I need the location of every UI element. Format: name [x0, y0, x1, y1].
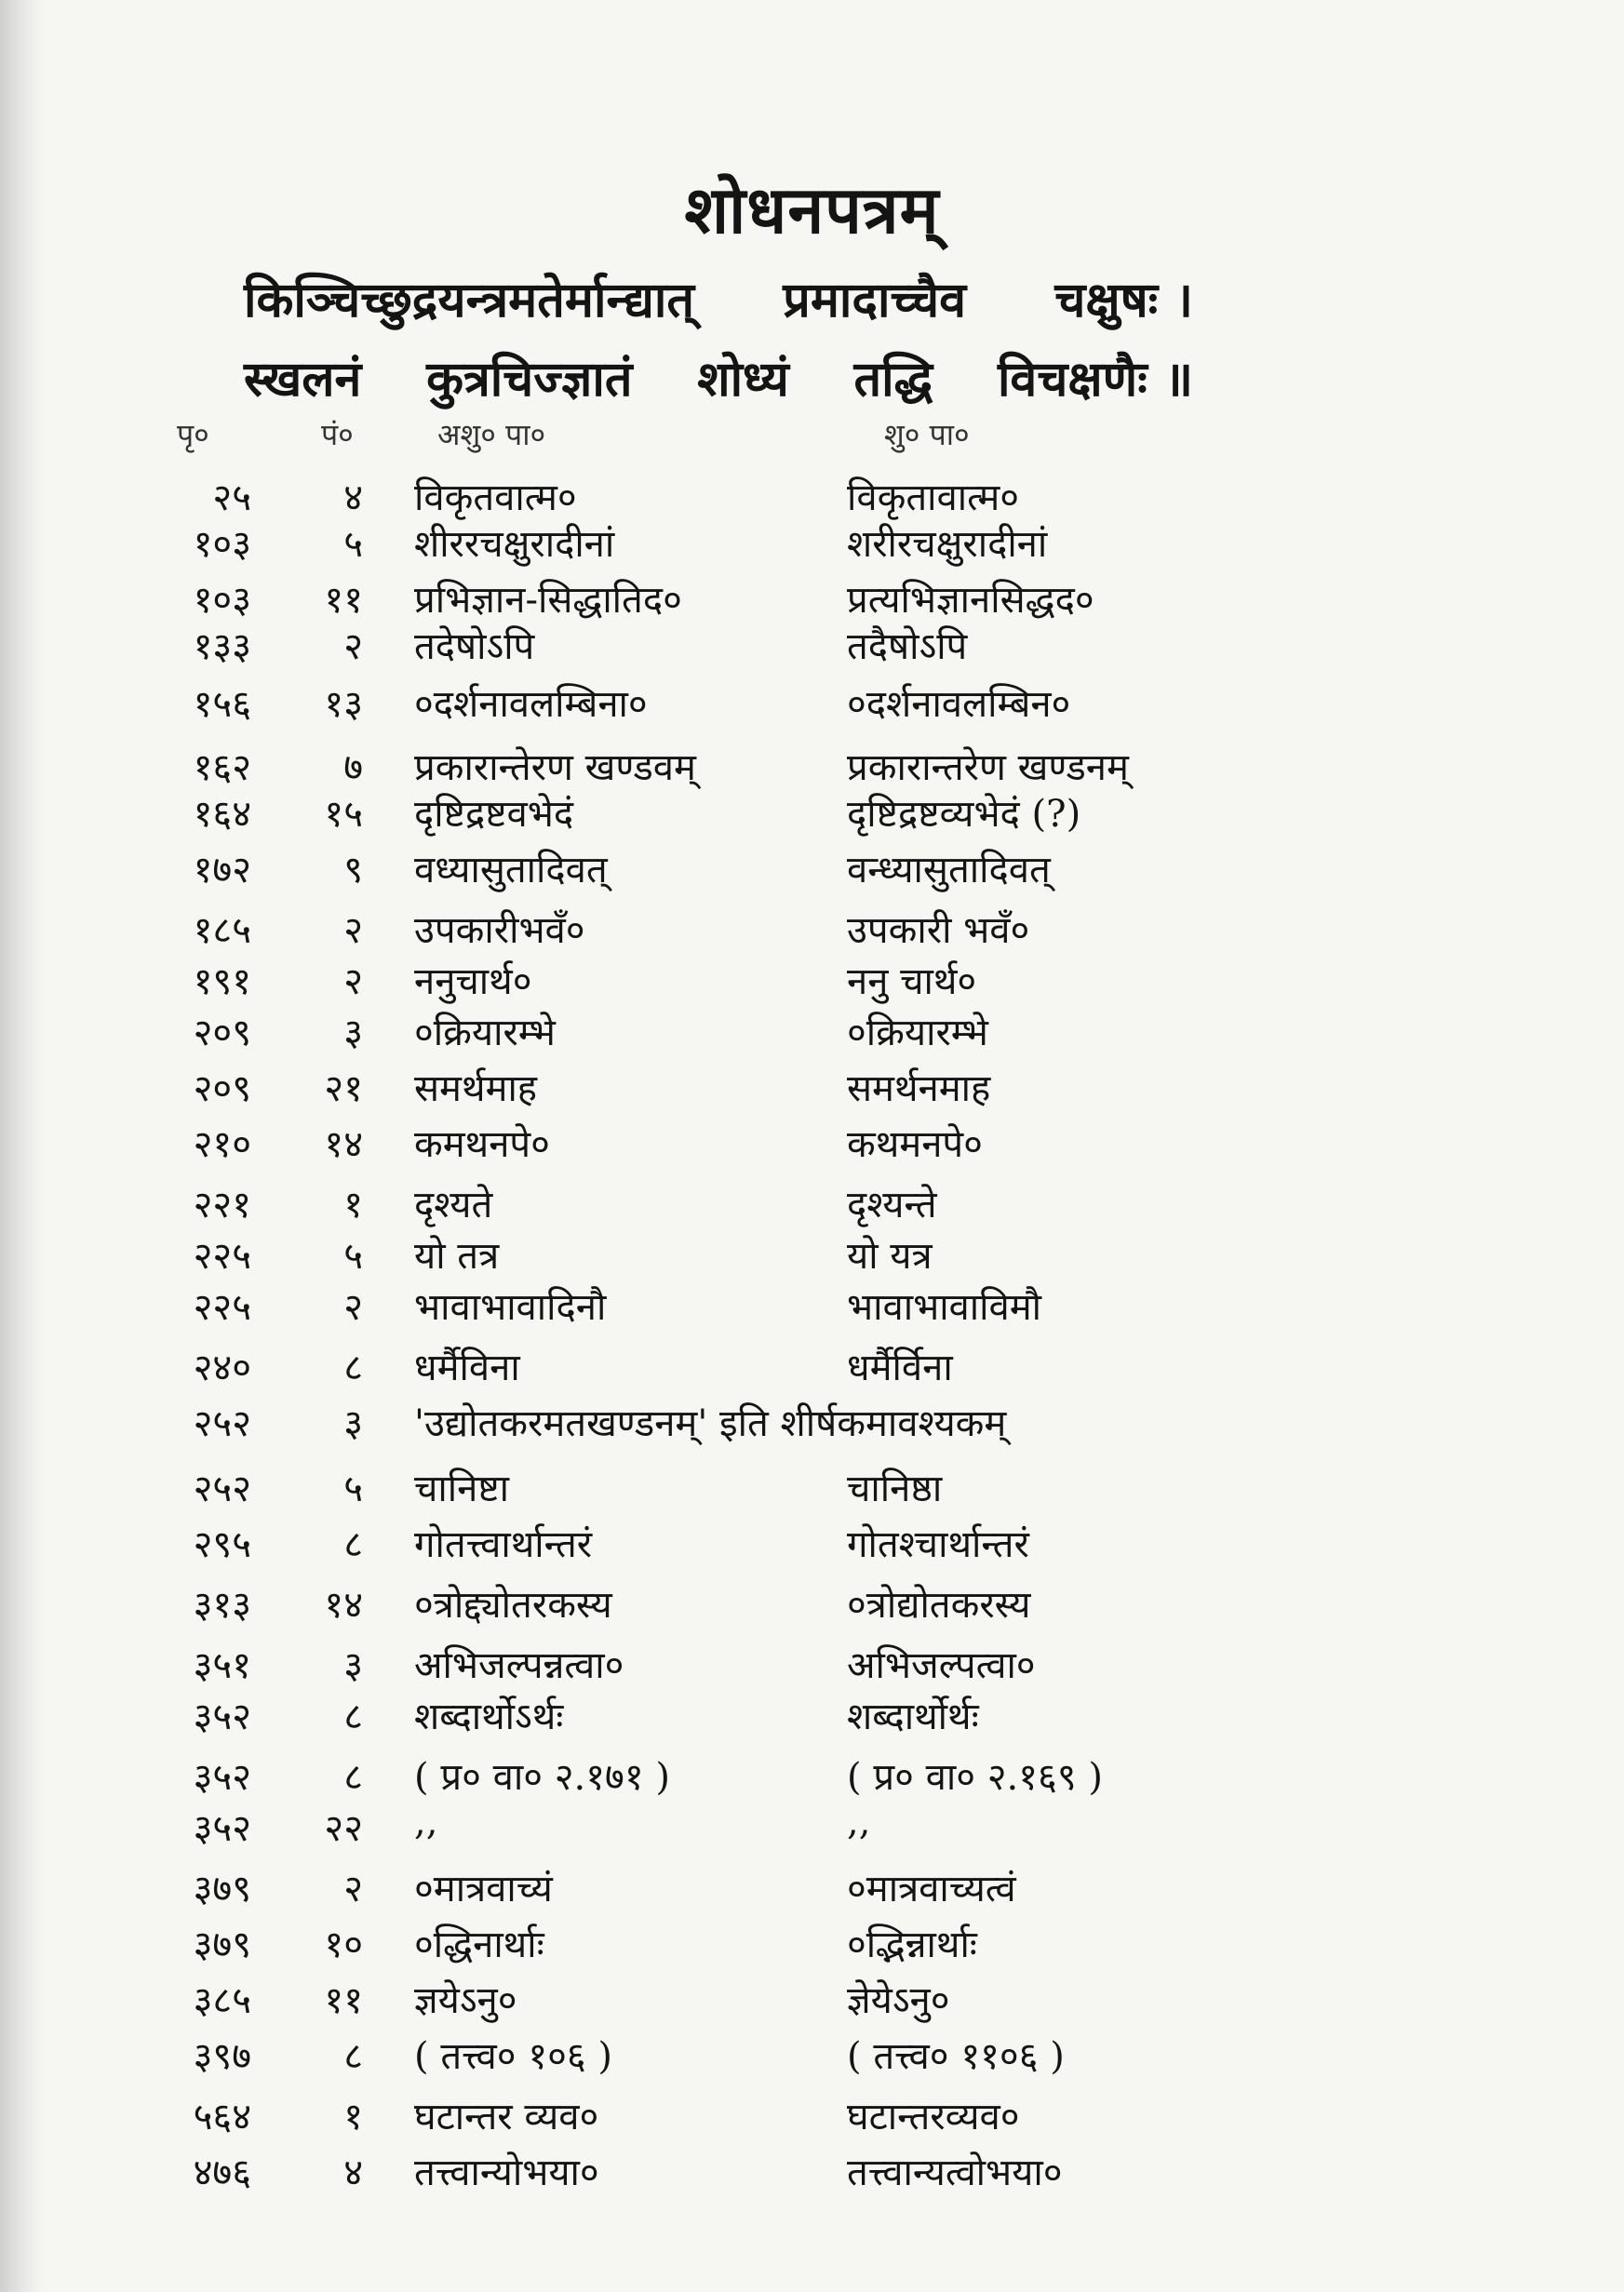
verse-word: विचक्षणैः ॥	[997, 351, 1193, 408]
errata-line-number: १४	[324, 1123, 363, 1166]
errata-incorrect-reading: तत्त्वान्योभया०	[414, 2151, 599, 2194]
errata-page-number: २४०	[193, 1347, 251, 1389]
errata-line-number: ८	[343, 1347, 363, 1389]
errata-page-number: २१०	[193, 1123, 251, 1166]
errata-row	[0, 1689, 1624, 1737]
verse-word: किञ्चिच्छुद्रयन्त्रमतेर्मान्द्यात्	[244, 272, 694, 328]
errata-page-number: ३९७	[193, 2035, 251, 2078]
errata-row	[0, 842, 1624, 891]
errata-row	[0, 1396, 1624, 1444]
errata-page-number: ३५१	[193, 1644, 251, 1687]
errata-incorrect-reading: प्रभिज्ञान-सिद्धातिद०	[414, 579, 682, 622]
errata-row	[0, 619, 1624, 667]
errata-correct-reading: घटान्तरव्यव०	[847, 2096, 1020, 2138]
errata-page-number: ३७९	[193, 1868, 251, 1910]
errata-line-number: ८	[343, 2035, 363, 2078]
errata-line-number: ८	[343, 1756, 363, 1799]
errata-row	[0, 516, 1624, 565]
errata-incorrect-reading: अभिजल्पन्नत्वा०	[414, 1644, 624, 1687]
errata-row	[0, 1801, 1624, 1849]
errata-correct-reading: चानिष्ठा	[847, 1468, 943, 1510]
errata-incorrect-reading: उपकारीभवँ०	[414, 909, 585, 952]
verse-word: तद्धि	[853, 351, 933, 408]
errata-correct-reading: ०मात्रवाच्यत्वं	[847, 1868, 1016, 1910]
errata-line-number: ११	[324, 579, 363, 622]
errata-row	[0, 1861, 1624, 1910]
errata-incorrect-reading: धर्मैविना	[414, 1347, 520, 1389]
errata-page-number: ३८५	[193, 1979, 251, 2022]
errata-row	[0, 740, 1624, 788]
errata-line-number: ५	[343, 523, 363, 566]
errata-line-number: २२	[324, 1807, 363, 1850]
errata-incorrect-reading: विकृतवात्म०	[414, 476, 577, 519]
header-incorrect-reading: अशु० पा०	[437, 417, 546, 452]
errata-correct-reading: यो यत्र	[847, 1235, 933, 1278]
errata-page-number: २५	[212, 476, 251, 519]
errata-row	[0, 572, 1624, 621]
errata-correct-reading: ०त्रोद्योतकरस्य	[847, 1584, 1031, 1627]
errata-row	[0, 1973, 1624, 2021]
errata-page-number: १६४	[193, 793, 251, 836]
errata-incorrect-reading: कमथनपे०	[414, 1123, 550, 1166]
errata-row	[0, 903, 1624, 951]
errata-incorrect-reading: दृश्यते	[414, 1184, 493, 1226]
errata-row	[0, 1917, 1624, 1965]
errata-page-number: २०९	[193, 1067, 251, 1110]
errata-page-number: १९१	[193, 960, 251, 1003]
errata-line-number: ८	[343, 1523, 363, 1566]
errata-line-number: ३	[343, 1012, 363, 1054]
page-title: शोधनपत्रम्	[684, 171, 940, 248]
verse-word: कुत्रचिज्ज्ञातं	[426, 351, 633, 408]
errata-incorrect-reading: शब्दार्थोऽर्थः	[414, 1696, 564, 1738]
errata-incorrect-reading: चानिष्टा	[414, 1468, 510, 1510]
errata-correct-reading: शब्दार्थोर्थः	[847, 1696, 979, 1738]
errata-page-number: ५६४	[193, 2096, 251, 2138]
errata-correct-reading: प्रकारान्तरेण खण्डनम्	[847, 746, 1129, 789]
errata-incorrect-reading: वध्यासुतादिवत्	[414, 849, 608, 891]
errata-incorrect-reading: ०द्धिनार्थाः	[414, 1923, 544, 1966]
errata-row	[0, 1177, 1624, 1226]
errata-page-number: १८५	[193, 909, 251, 952]
errata-row	[0, 1228, 1624, 1277]
errata-row	[0, 954, 1624, 1002]
errata-correct-reading: ( प्र० वा० २.१६९ )	[847, 1756, 1103, 1799]
errata-incorrect-reading: 'उद्योतकरमतखण्डनम्' इति शीर्षकमावश्यकम्	[414, 1402, 1007, 1445]
verse-line-1	[244, 265, 1193, 331]
errata-incorrect-reading: यो तत्र	[414, 1235, 500, 1278]
errata-line-number: ५	[343, 1468, 363, 1510]
errata-correct-reading: धर्मैर्विना	[847, 1347, 953, 1389]
errata-incorrect-reading: ०मात्रवाच्यं	[414, 1868, 553, 1910]
errata-page-number: २२५	[193, 1235, 251, 1278]
errata-correct-reading: ०दर्शनावलम्बिन०	[847, 683, 1071, 726]
errata-correct-reading: ज्ञेयेऽनु०	[847, 1979, 950, 2022]
errata-correct-reading: तदैषोऽपि	[847, 625, 968, 668]
verse-line-2	[244, 344, 1193, 410]
errata-row	[0, 470, 1624, 518]
errata-line-number: २	[343, 1868, 363, 1910]
errata-incorrect-reading: प्रकारान्तेरण खण्डवम्	[414, 746, 696, 789]
errata-row	[0, 1340, 1624, 1388]
errata-incorrect-reading: शीररचक्षुरादीनां	[414, 523, 615, 566]
errata-incorrect-reading: गोतत्त्वार्थान्तरं	[414, 1523, 593, 1566]
errata-correct-reading: प्रत्यभिज्ञानसिद्धद०	[847, 579, 1094, 622]
errata-correct-reading: दृश्यन्ते	[847, 1184, 937, 1226]
errata-incorrect-reading: ननुचार्थ०	[414, 960, 532, 1003]
errata-incorrect-reading: ०दर्शनावलम्बिना०	[414, 683, 648, 726]
errata-correct-reading: समर्थनमाह	[847, 1067, 991, 1110]
errata-correct-reading: भावाभावाविमौ	[847, 1286, 1042, 1329]
errata-row	[0, 1461, 1624, 1509]
errata-line-number: ४	[343, 476, 363, 519]
errata-page-number: १०३	[193, 579, 251, 622]
errata-line-number: ११	[324, 1979, 363, 2022]
errata-correct-reading: ( तत्त्व० ११०६ )	[847, 2035, 1065, 2078]
verse-word: शोध्यं	[697, 351, 789, 408]
errata-correct-reading: गोतश्चार्थान्तरं	[847, 1523, 1029, 1566]
errata-line-number: ५	[343, 1235, 363, 1278]
errata-incorrect-reading: दृष्टिद्रष्टवभेदं	[414, 793, 574, 836]
header-correct-reading: शु० पा०	[884, 417, 970, 452]
errata-line-number: १५	[324, 793, 363, 836]
errata-line-number: १४	[324, 1584, 363, 1627]
verse-word: प्रमादाच्चैव	[783, 272, 967, 328]
errata-correct-reading: ०क्रियारम्भे	[847, 1012, 988, 1054]
errata-page-number: ४७६	[193, 2151, 251, 2194]
errata-page-number: १५६	[193, 683, 251, 726]
errata-row	[0, 1117, 1624, 1165]
errata-row	[0, 1280, 1624, 1328]
errata-correct-reading: अभिजल्पत्वा०	[847, 1644, 1036, 1687]
errata-correct-reading: शरीरचक्षुरादीनां	[847, 523, 1048, 566]
errata-correct-reading: ननु चार्थ०	[847, 960, 977, 1003]
errata-incorrect-reading: ( प्र० वा० २.१७१ )	[414, 1756, 670, 1799]
errata-correct-reading: तत्त्वान्यत्वोभया०	[847, 2151, 1063, 2194]
errata-correct-reading: ,,	[847, 1801, 871, 1843]
errata-row	[0, 2089, 1624, 2138]
errata-line-number: ३	[343, 1644, 363, 1687]
errata-row	[0, 1061, 1624, 1109]
errata-correct-reading: उपकारी भवँ०	[847, 909, 1030, 952]
errata-line-number: ७	[343, 746, 363, 789]
errata-line-number: २	[343, 909, 363, 952]
errata-line-number: १	[343, 2096, 363, 2138]
errata-row	[0, 1517, 1624, 1565]
errata-page-number: २०९	[193, 1012, 251, 1054]
errata-line-number: ४	[343, 2151, 363, 2194]
errata-line-number: ९	[343, 849, 363, 891]
errata-row	[0, 1749, 1624, 1798]
errata-incorrect-reading: ( तत्त्व० १०६ )	[414, 2035, 613, 2078]
errata-page-number: १७२	[193, 849, 251, 891]
errata-incorrect-reading: ०क्रियारम्भे	[414, 1012, 556, 1054]
errata-correct-reading: विकृतावात्म०	[847, 476, 1020, 519]
header-page: पृ०	[177, 417, 209, 452]
errata-incorrect-reading: ,,	[414, 1801, 438, 1843]
errata-incorrect-reading: ज्ञयेऽनु०	[414, 1979, 517, 2022]
errata-page-number: २२५	[193, 1286, 251, 1329]
errata-line-number: २१	[324, 1067, 363, 1110]
errata-row	[0, 1005, 1624, 1053]
errata-page-number: ३५२	[193, 1696, 251, 1738]
errata-correct-reading: ०द्भिन्नार्थाः	[847, 1923, 977, 1966]
errata-page-number: ३५२	[193, 1807, 251, 1850]
errata-line-number: ३	[343, 1402, 363, 1445]
errata-row	[0, 2029, 1624, 2077]
errata-correct-reading: दृष्टिद्रष्टव्यभेदं (?)	[847, 793, 1081, 836]
errata-correct-reading: वन्ध्यासुतादिवत्	[847, 849, 1051, 891]
errata-row	[0, 677, 1624, 725]
verse-word: चक्षुषः ।	[1054, 272, 1193, 328]
errata-incorrect-reading: ०त्रोद्द्योतरकस्य	[414, 1584, 612, 1627]
errata-incorrect-reading: भावाभावादिनौ	[414, 1286, 607, 1329]
errata-incorrect-reading: समर्थमाह	[414, 1067, 538, 1110]
verse-word: स्खलनं	[244, 351, 362, 408]
errata-page-number: २५२	[193, 1402, 251, 1445]
errata-page-number: १६२	[193, 746, 251, 789]
errata-row	[0, 2145, 1624, 2193]
errata-page-number: ३५२	[193, 1756, 251, 1799]
errata-line-number: १०	[324, 1923, 363, 1966]
errata-line-number: १	[343, 1184, 363, 1226]
errata-line-number: २	[343, 625, 363, 668]
errata-correct-reading: कथमनपे०	[847, 1123, 983, 1166]
errata-page-number: २९५	[193, 1523, 251, 1566]
errata-line-number: २	[343, 960, 363, 1003]
errata-page-number: ३७९	[193, 1923, 251, 1966]
errata-line-number: ८	[343, 1696, 363, 1738]
errata-page-number: ३१३	[193, 1584, 251, 1627]
errata-page-number: १३३	[193, 625, 251, 668]
errata-row	[0, 786, 1624, 835]
errata-line-number: १३	[324, 683, 363, 726]
errata-page-number: १०३	[193, 523, 251, 566]
errata-line-number: २	[343, 1286, 363, 1329]
errata-page-number: २२१	[193, 1184, 251, 1226]
errata-row	[0, 1638, 1624, 1686]
errata-incorrect-reading: घटान्तर व्यव०	[414, 2096, 599, 2138]
errata-page-number: २५२	[193, 1468, 251, 1510]
header-line: पं०	[321, 417, 354, 452]
errata-incorrect-reading: तदेषोऽपि	[414, 625, 535, 668]
errata-row	[0, 1577, 1624, 1626]
